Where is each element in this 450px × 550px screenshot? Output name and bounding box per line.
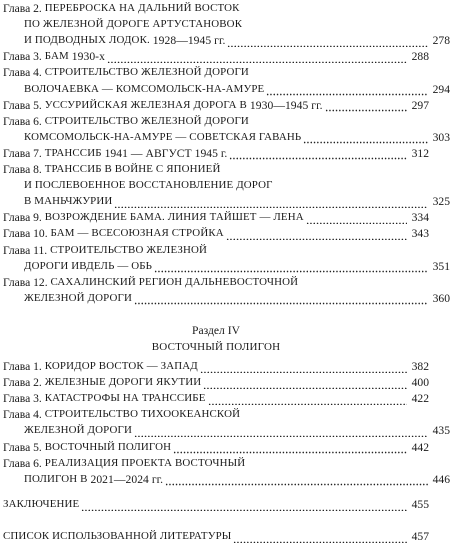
toc-entry-line — [3, 290, 450, 305]
page-number: 325 — [432, 195, 450, 209]
chapter-title: ТРАНССИБ — [44, 146, 102, 159]
page-number: 382 — [411, 360, 429, 373]
toc-entry-line — [3, 177, 450, 192]
toc-entry-line — [3, 64, 429, 79]
page-number: 312 — [411, 146, 429, 160]
chapter-number: Глава 3. — [3, 50, 42, 64]
dot-leader — [200, 360, 407, 373]
dot-leader — [229, 147, 407, 160]
chapter-title: СТРОИТЕЛЬСТВО ТИХООКЕАНСКОЙ — [44, 408, 241, 421]
toc-entry-line — [3, 455, 429, 470]
page-number: 455 — [411, 498, 429, 511]
toc-entry-line — [3, 193, 450, 208]
dot-leader — [154, 260, 428, 273]
toc-entry-line — [3, 16, 450, 31]
chapter-number: Глава 5. — [3, 440, 42, 454]
toc-entry-line — [3, 225, 429, 240]
toc-entry-line — [3, 113, 429, 128]
dot-leader — [208, 392, 407, 405]
section-title: ВОСТОЧНЫЙ ПОЛИГОН — [151, 341, 281, 353]
chapter-title: ЖЕЛЕЗНОЙ ДОРОГИ — [24, 291, 132, 304]
chapter-number: Глава 5. — [3, 98, 42, 112]
chapter-title: БАМ — ВСЕСОЮЗНАЯ СТРОЙКА — [50, 227, 224, 240]
dot-leader — [134, 292, 428, 305]
toc-entry-line — [3, 258, 450, 273]
toc-entry-line — [3, 274, 429, 289]
chapter-title: РЕАЛИЗАЦИЯ ПРОЕКТА ВОСТОЧНЫЙ — [44, 456, 246, 469]
chapter-title: КОМСОМОЛЬСК-НА-АМУРЕ — СОВЕТСКАЯ ГАВАНЬ — [24, 130, 302, 143]
chapter-title-years: 1941 — АВГУСТ 1945 г. — [101, 146, 228, 160]
toc-entry-line — [3, 81, 450, 96]
page-number: 294 — [432, 82, 450, 96]
toc-entry-line — [3, 406, 429, 421]
chapter-title: БАМ — [44, 50, 69, 63]
chapter-title: ПОЛИГОН В — [24, 472, 88, 485]
dot-leader — [226, 227, 407, 240]
chapter-number: Глава 8. — [3, 163, 42, 176]
chapter-number: Глава 3. — [3, 392, 42, 406]
page-number: 457 — [411, 530, 429, 543]
chapter-title: УССУРИЙСКАЯ ЖЕЛЕЗНАЯ ДОРОГА В — [44, 98, 247, 111]
chapter-title: СПИСОК ИСПОЛЬЗОВАННОЙ ЛИТЕРАТУРЫ — [3, 530, 232, 542]
toc-entry-line — [3, 528, 429, 543]
chapter-number: Глава 7. — [3, 146, 42, 160]
chapter-title: ЖЕЛЕЗНЫЕ ДОРОГИ ЯКУТИИ — [44, 376, 202, 389]
chapter-title: СТРОИТЕЛЬСТВО ЖЕЛЕЗНОЙ — [50, 243, 208, 256]
chapter-title: СТРОИТЕЛЬСТВО ЖЕЛЕЗНОЙ ДОРОГИ — [44, 66, 249, 79]
dot-leader — [203, 376, 407, 389]
chapter-title: В МАНЬЧЖУРИИ — [24, 195, 113, 208]
dot-leader — [81, 498, 407, 511]
chapter-title: КОРИДОР ВОСТОК — ЗАПАД — [44, 360, 198, 372]
chapter-title: ВОЗРОЖДЕНИЕ БАМА. ЛИНИЯ ТАЙШЕТ — ЛЕНА — [44, 211, 304, 224]
page-number: 351 — [432, 259, 450, 273]
page-number: 400 — [411, 376, 429, 390]
toc-entry-line — [3, 129, 450, 144]
page-number: 446 — [432, 472, 450, 486]
dot-leader — [227, 34, 428, 47]
dot-leader — [303, 131, 428, 144]
chapter-number: Глава 10. — [3, 227, 48, 241]
toc-entry-line — [3, 97, 429, 112]
chapter-title-years: 1930—1945 гг. — [246, 98, 323, 112]
toc-entry-line — [3, 0, 429, 15]
page-number: 288 — [411, 50, 429, 64]
dot-leader — [266, 83, 428, 96]
page-number: 297 — [411, 98, 429, 112]
page-number: 334 — [411, 211, 429, 225]
page-number: 303 — [432, 130, 450, 144]
page-number: 422 — [411, 392, 429, 406]
chapter-number: Глава 11. — [3, 243, 48, 257]
chapter-number: Глава 4. — [3, 66, 42, 80]
dot-leader — [107, 50, 407, 63]
chapter-number: Глава 12. — [3, 275, 48, 289]
page-number: 442 — [411, 440, 429, 454]
chapter-title: СТРОИТЕЛЬСТВО ЖЕЛЕЗНОЙ ДОРОГИ — [44, 114, 249, 127]
chapter-title: САХАЛИНСКИЙ РЕГИОН ДАЛЬНЕВОСТОЧНОЙ — [50, 275, 299, 288]
toc-entry-line — [3, 242, 429, 257]
chapter-title: ПЕРЕБРОСКА НА ДАЛЬНИЙ ВОСТОК — [44, 2, 240, 14]
toc-entry-line — [3, 32, 450, 47]
section-label: Раздел IV — [192, 324, 240, 337]
dot-leader — [306, 211, 407, 224]
toc-entry-line — [3, 390, 429, 405]
page-number: 435 — [432, 424, 450, 438]
chapter-number: Глава 4. — [3, 408, 42, 422]
chapter-title: И ПОСЛЕВОЕННОЕ ВОССТАНОВЛЕНИЕ ДОРОГ — [24, 179, 273, 192]
chapter-title: ЖЕЛЕЗНОЙ ДОРОГИ — [24, 424, 132, 437]
chapter-number: Глава 2. — [3, 376, 42, 390]
chapter-title: ПО ЖЕЛЕЗНОЙ ДОРОГЕ АРТУСТАНОВОК — [24, 18, 243, 31]
toc-entry-line — [3, 48, 429, 63]
toc-entry-line — [3, 209, 429, 224]
chapter-number: Глава 6. — [3, 456, 42, 470]
toc-entry-line — [3, 145, 429, 160]
chapter-title: ВОЛОЧАЕВКА — КОМСОМОЛЬСК-НА-АМУРЕ — [24, 82, 265, 95]
toc-entry-line — [3, 161, 429, 176]
toc-entry-line — [3, 422, 450, 437]
toc-entry-line — [3, 496, 429, 511]
dot-leader — [325, 99, 407, 112]
dot-leader — [134, 424, 428, 437]
chapter-title: ЗАКЛЮЧЕНИЕ — [3, 498, 80, 510]
chapter-title: ТРАНССИБ В ВОЙНЕ С ЯПОНИЕЙ — [44, 163, 221, 175]
toc-page — [3, 0, 450, 550]
chapter-title-years: 1928—1945 гг. — [149, 34, 226, 48]
toc-entry-line — [3, 439, 429, 454]
page-number: 343 — [411, 227, 429, 241]
chapter-title: ДОРОГИ ИВДЕЛЬ — ОБЬ — [24, 259, 153, 272]
chapter-number: Глава 1. — [3, 360, 42, 373]
dot-leader — [233, 530, 407, 543]
page-number: 278 — [432, 34, 450, 48]
chapter-title: КАТАСТРОФЫ НА ТРАНССИБЕ — [44, 392, 206, 405]
toc-entry-line — [3, 471, 450, 486]
chapter-number: Глава 9. — [3, 211, 42, 225]
dot-leader — [173, 441, 407, 454]
toc-entry-line — [3, 374, 429, 389]
chapter-title: И ПОДВОДНЫХ ЛОДОК. — [24, 34, 150, 47]
dot-leader — [114, 195, 428, 208]
chapter-title: ВОСТОЧНЫЙ ПОЛИГОН — [44, 440, 172, 453]
toc-entry-line — [3, 358, 429, 373]
chapter-number: Глава 2. — [3, 2, 42, 15]
dot-leader — [165, 473, 428, 486]
chapter-title-years: 1930-х — [68, 50, 105, 64]
chapter-number: Глава 6. — [3, 114, 42, 128]
chapter-title-years: 2021—2024 гг. — [87, 472, 164, 486]
page-number: 360 — [432, 291, 450, 305]
